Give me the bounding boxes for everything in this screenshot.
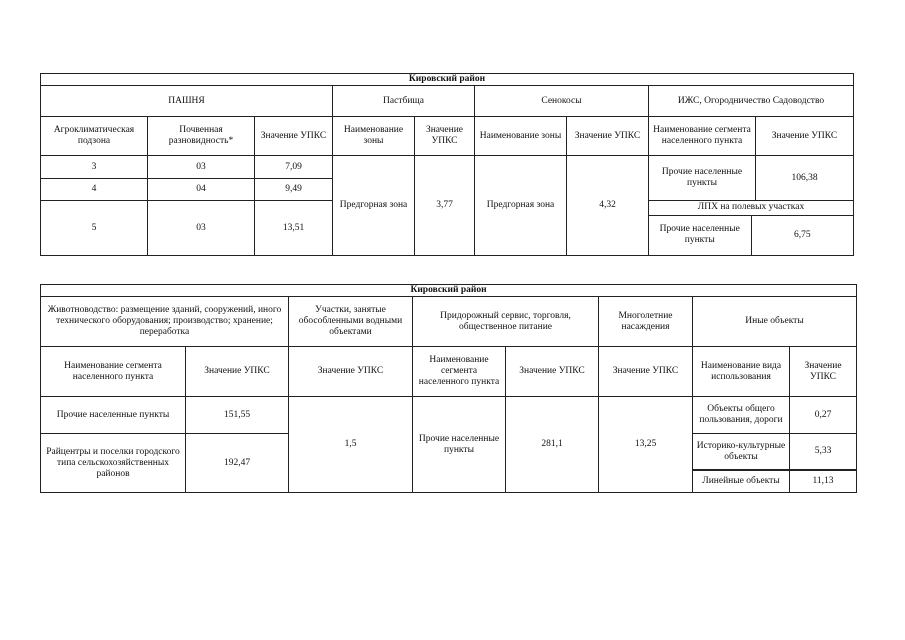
table-cell: 5: [41, 201, 148, 256]
group-header-roadside: Придорожный сервис, торговля, общественное питание: [413, 297, 599, 347]
table-title: Кировский район: [41, 74, 854, 86]
other-value: 0,27: [790, 397, 857, 434]
water-value: 1,5: [289, 397, 413, 493]
table-kirovsky-agricultural: [40, 73, 854, 256]
table-cell: 4: [41, 179, 148, 201]
group-header-izhs: ИЖС, Огородничество Садоводство: [649, 86, 854, 117]
izhs-value: 106,38: [756, 156, 854, 201]
column-header-soil: Почвенная разновидность*: [148, 117, 255, 156]
column-header-value: Значение УПКС: [599, 347, 693, 397]
lph-segment: Прочие населенные пункты: [649, 215, 751, 255]
livestock-segment: Прочие населенные пункты: [41, 397, 186, 434]
column-header-segment-name: Наименование сегмента населенного пункта: [413, 347, 506, 397]
pastbishcha-zone: Предгорная зона: [333, 156, 415, 256]
column-header-value: Значение УПКС: [186, 347, 289, 397]
group-header-water: Участки, занятые обособленными водными объектами: [289, 297, 413, 347]
column-header-segment-name: Наименование сегмента населенного пункта: [649, 117, 756, 156]
livestock-segment: Райцентры и поселки городского типа сельскохозяйственных районов: [41, 434, 186, 493]
roadside-value: 281,1: [506, 397, 599, 493]
senokosy-value: 4,32: [567, 156, 649, 256]
column-header-value: Значение УПКС: [567, 117, 649, 156]
group-header-pashnya: ПАШНЯ: [41, 86, 333, 117]
column-header-value: Значение УПКС: [289, 347, 413, 397]
lph-title: ЛПХ на полевых участках: [649, 201, 853, 215]
column-header-agro: Агроклиматическая подзона: [41, 117, 148, 156]
roadside-segment: Прочие населенные пункты: [413, 397, 506, 493]
group-header-other: Иные объекты: [693, 297, 857, 347]
group-header-livestock: Животноводство: размещение зданий, сооружений, иного технического оборудования; производство; хранение; переработка: [41, 297, 289, 347]
table-cell: 03: [148, 201, 255, 256]
column-header-value: Значение УПКС: [255, 117, 333, 156]
pastbishcha-value: 3,77: [415, 156, 475, 256]
column-header-zone-name: Наименование зоны: [333, 117, 415, 156]
group-header-pastbishcha: Пастбища: [333, 86, 475, 117]
column-header-use-type: Наименование вида использования: [693, 347, 790, 397]
livestock-value: 192,47: [186, 434, 289, 493]
group-header-perennial: Многолетние насаждения: [599, 297, 693, 347]
perennial-value: 13,25: [599, 397, 693, 493]
livestock-value: 151,55: [186, 397, 289, 434]
other-value: 11,13: [790, 471, 857, 493]
column-header-zone-name: Наименование зоны: [475, 117, 567, 156]
other-name: Объекты общего пользования, дороги: [693, 397, 790, 434]
group-header-senokosy: Сенокосы: [475, 86, 649, 117]
other-value: 5,33: [790, 434, 857, 470]
column-header-value: Значение УПКС: [506, 347, 599, 397]
table-cell: 3: [41, 156, 148, 179]
column-header-segment-name: Наименование сегмента населенного пункта: [41, 347, 186, 397]
column-header-value: Значение УПКС: [756, 117, 854, 156]
table-cell: 7,09: [255, 156, 333, 179]
column-header-value: Значение УПКС: [415, 117, 475, 156]
table-cell: 13,51: [255, 201, 333, 256]
senokosy-zone: Предгорная зона: [475, 156, 567, 256]
izhs-segment: Прочие населенные пункты: [649, 156, 756, 201]
other-name: Историко-культурные объекты: [693, 434, 790, 470]
table-kirovsky-other-uses: [40, 284, 857, 493]
table-title: Кировский район: [41, 285, 857, 297]
column-header-value: Значение УПКС: [790, 347, 857, 397]
table-cell: 03: [148, 156, 255, 179]
other-name: Линейные объекты: [693, 471, 790, 493]
lph-value: 6,75: [793, 229, 811, 240]
table-cell: 9,49: [255, 179, 333, 201]
lph-subtable: [649, 201, 853, 255]
table-cell: 04: [148, 179, 255, 201]
